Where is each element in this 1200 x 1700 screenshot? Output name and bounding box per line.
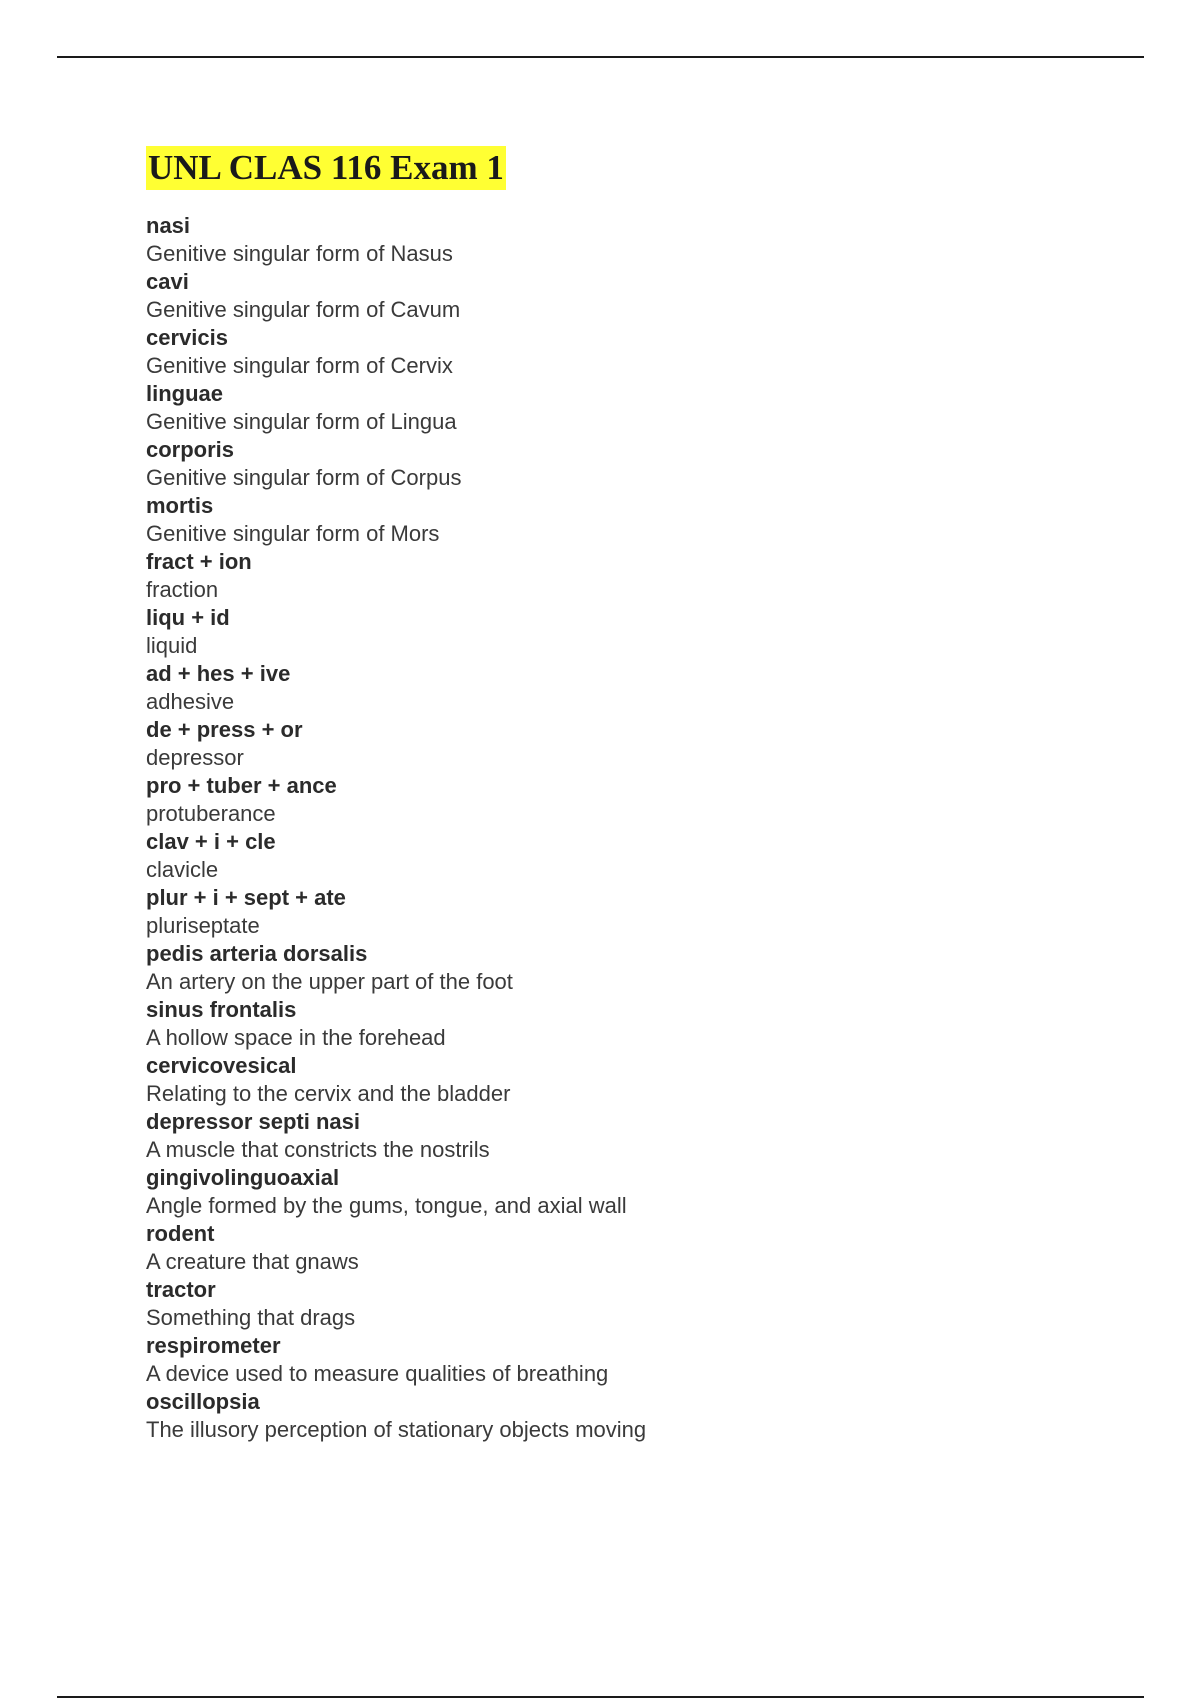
document-title: UNL CLAS 116 Exam 1 — [146, 146, 506, 190]
definition: protuberance — [146, 801, 276, 826]
definition: Genitive singular form of Mors — [146, 521, 440, 546]
definition: clavicle — [146, 857, 219, 882]
list-item — [146, 716, 1146, 772]
term: gingivolinguoaxial — [146, 1165, 340, 1190]
term: ad + hes + ive — [146, 661, 291, 686]
term: linguae — [146, 381, 224, 406]
definition: fraction — [146, 577, 219, 602]
term: sinus frontalis — [146, 997, 297, 1022]
definition: A muscle that constricts the nostrils — [146, 1137, 490, 1162]
list-item — [146, 380, 1146, 436]
definition: Genitive singular form of Nasus — [146, 241, 453, 266]
list-item — [146, 604, 1146, 660]
glossary-list — [146, 212, 1146, 1444]
definition: Genitive singular form of Corpus — [146, 465, 462, 490]
definition: The illusory perception of stationary objects moving — [146, 1417, 647, 1442]
definition: A hollow space in the forehead — [146, 1025, 446, 1050]
list-item — [146, 1108, 1146, 1164]
definition: A device used to measure qualities of breathing — [146, 1361, 609, 1386]
list-item — [146, 436, 1146, 492]
definition: Something that drags — [146, 1305, 356, 1330]
definition: Genitive singular form of Cervix — [146, 353, 453, 378]
term: liqu + id — [146, 605, 230, 630]
term: fract + ion — [146, 549, 252, 574]
term: pro + tuber + ance — [146, 773, 337, 798]
definition: Genitive singular form of Lingua — [146, 409, 457, 434]
list-item — [146, 884, 1146, 940]
term: rodent — [146, 1221, 215, 1246]
definition: An artery on the upper part of the foot — [146, 969, 513, 994]
term: pedis arteria dorsalis — [146, 941, 368, 966]
list-item — [146, 996, 1146, 1052]
document-body — [146, 146, 1146, 1444]
term: mortis — [146, 493, 214, 518]
list-item — [146, 1052, 1146, 1108]
list-item — [146, 1388, 1146, 1444]
term: cervicis — [146, 325, 228, 350]
bottom-rule — [57, 1696, 1144, 1698]
definition: A creature that gnaws — [146, 1249, 359, 1274]
list-item — [146, 1332, 1146, 1388]
term: plur + i + sept + ate — [146, 885, 346, 910]
definition: liquid — [146, 633, 198, 658]
term: de + press + or — [146, 717, 303, 742]
list-item — [146, 548, 1146, 604]
list-item — [146, 660, 1146, 716]
list-item — [146, 1220, 1146, 1276]
term: cervicovesical — [146, 1053, 297, 1078]
list-item — [146, 1164, 1146, 1220]
term: oscillopsia — [146, 1389, 260, 1414]
list-item — [146, 212, 1146, 268]
list-item — [146, 940, 1146, 996]
term: respirometer — [146, 1333, 281, 1358]
definition: adhesive — [146, 689, 235, 714]
term: tractor — [146, 1277, 216, 1302]
definition: depressor — [146, 745, 244, 770]
term: depressor septi nasi — [146, 1109, 360, 1134]
definition: pluriseptate — [146, 913, 260, 938]
list-item — [146, 1276, 1146, 1332]
definition: Relating to the cervix and the bladder — [146, 1081, 511, 1106]
list-item — [146, 828, 1146, 884]
list-item — [146, 492, 1146, 548]
list-item — [146, 268, 1146, 324]
top-rule — [57, 56, 1144, 58]
list-item — [146, 772, 1146, 828]
term: corporis — [146, 437, 235, 462]
term: nasi — [146, 213, 191, 238]
definition: Genitive singular form of Cavum — [146, 297, 461, 322]
term: clav + i + cle — [146, 829, 276, 854]
list-item — [146, 324, 1146, 380]
definition: Angle formed by the gums, tongue, and axial wall — [146, 1193, 627, 1218]
term: cavi — [146, 269, 189, 294]
